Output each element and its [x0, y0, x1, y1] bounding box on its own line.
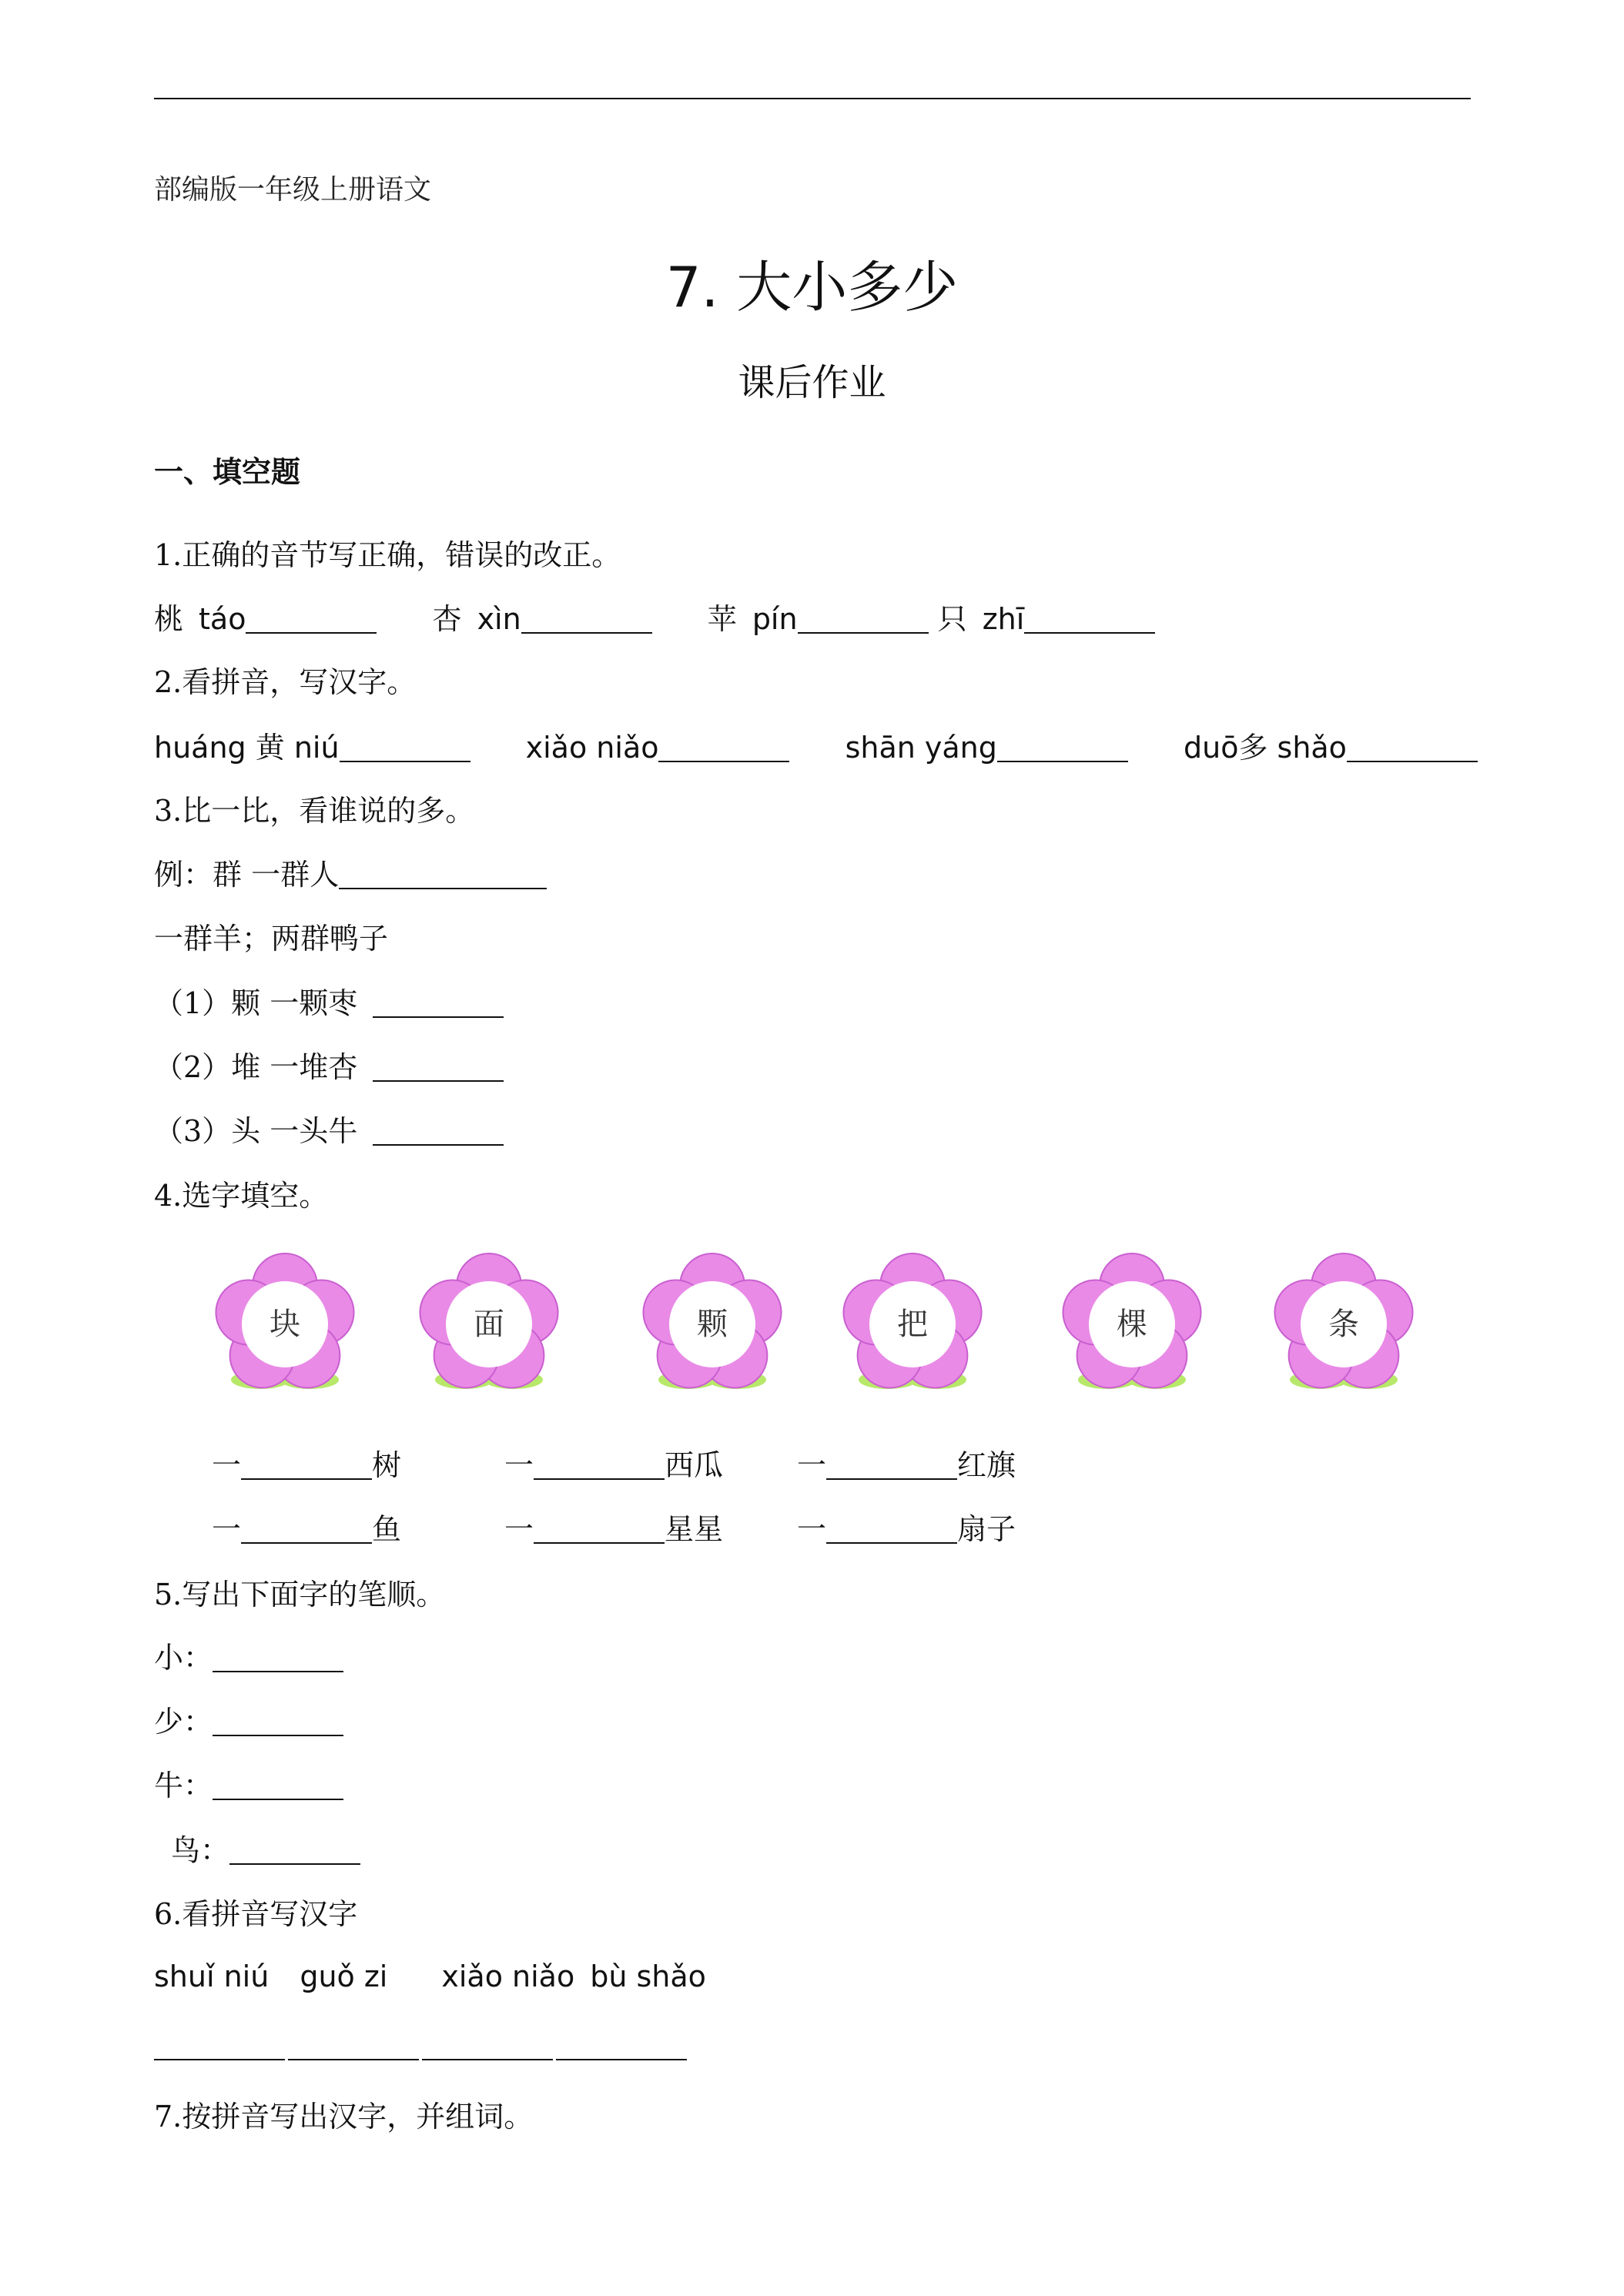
q1-char: 苹	[707, 602, 737, 636]
q3-example-answer: 一群羊；两群鸭子	[154, 922, 389, 956]
answer-blank[interactable]	[373, 1112, 504, 1146]
page-subtitle: 课后作业	[738, 361, 886, 404]
book-label: 部编版一年级上册语文	[154, 174, 432, 206]
q1-char: 只	[937, 602, 967, 636]
q1-pinyin: táo	[199, 602, 246, 636]
answer-blank[interactable]	[826, 1446, 957, 1480]
q3-item	[154, 1107, 504, 1150]
flower-char: 面	[474, 1307, 504, 1342]
q2-pinyin: huáng 黄 niú	[154, 731, 340, 765]
q6-blanks	[154, 2027, 687, 2063]
flower-icon	[1055, 1247, 1209, 1401]
q5-item: 牛：	[154, 1762, 343, 1804]
q3-item	[154, 979, 504, 1022]
q5-item: 少：	[154, 1698, 343, 1740]
flower-char: 条	[1328, 1307, 1359, 1342]
q5-item: 鸟：	[171, 1826, 360, 1869]
answer-blank[interactable]	[826, 1510, 957, 1544]
answer-blank[interactable]	[556, 2027, 687, 2060]
q6-prompt: 6.看拼音写汉字	[154, 1897, 358, 1931]
page-title: 7. 大小多少	[665, 255, 959, 320]
q2-prompt: 2.看拼音，写汉字。	[154, 665, 417, 699]
q4-row	[212, 1505, 1090, 1548]
q4-cell: 一 西瓜	[504, 1441, 797, 1484]
section-heading: 一、填空题	[154, 455, 301, 489]
q4-cell: 一 扇子	[797, 1505, 1090, 1548]
answer-blank[interactable]	[534, 1446, 665, 1480]
flower-icon	[208, 1247, 362, 1401]
answer-blank[interactable]	[340, 728, 470, 762]
flower-char: 把	[897, 1307, 928, 1342]
q4-cell: 一 星星	[504, 1505, 797, 1548]
q4-cell: 一 红旗	[797, 1441, 1090, 1484]
answer-blank[interactable]	[521, 600, 652, 634]
q4-cell: 一 树	[212, 1441, 504, 1484]
answer-blank[interactable]	[534, 1510, 665, 1544]
q2-pinyin: xiǎo niǎo	[525, 731, 659, 765]
q1-pinyin: zhī	[982, 602, 1025, 636]
q2-pinyin: shān yáng	[845, 731, 997, 765]
answer-blank[interactable]	[373, 984, 504, 1018]
q4-prompt: 4.选字填空。	[154, 1179, 329, 1213]
q5-item: 小：	[154, 1634, 343, 1676]
q1-char: 桃	[154, 602, 184, 636]
answer-blank[interactable]	[658, 728, 789, 762]
q2-pinyin: duō多 shǎo	[1183, 731, 1347, 765]
flower-char: 块	[270, 1307, 300, 1342]
q3-item	[154, 1043, 504, 1086]
q7-prompt: 7.按拼音写出汉字，并组词。	[154, 2100, 534, 2134]
answer-blank[interactable]	[154, 2027, 285, 2060]
answer-blank[interactable]	[1347, 728, 1478, 762]
flower-row	[208, 1247, 1440, 1417]
q3-item-text: （1）颗 一颗枣	[154, 986, 358, 1020]
q3-prompt: 3.比一比，看谁说的多。	[154, 794, 475, 828]
q1-items	[154, 595, 1155, 638]
flower-char: 棵	[1117, 1307, 1147, 1342]
q3-example-text: 例：群 一群人	[154, 858, 340, 892]
q1-prompt: 1.正确的音节写正确，错误的改正。	[154, 538, 621, 572]
answer-blank[interactable]	[288, 2027, 419, 2060]
flower-char: 颗	[697, 1307, 728, 1342]
answer-blank[interactable]	[373, 1048, 504, 1082]
answer-blank[interactable]	[1024, 600, 1155, 634]
q4-cell: 一 鱼	[212, 1505, 504, 1548]
q1-char: 杏	[432, 602, 462, 636]
q4-row	[212, 1441, 1090, 1484]
answer-blank[interactable]	[213, 1702, 343, 1736]
answer-blank[interactable]	[997, 728, 1128, 762]
q1-pinyin: pín	[752, 602, 798, 636]
answer-blank[interactable]	[422, 2027, 553, 2060]
header-rule	[154, 98, 1471, 99]
flower-icon	[412, 1247, 566, 1401]
q3-example	[154, 851, 547, 893]
flower-icon	[835, 1247, 989, 1401]
answer-blank[interactable]	[229, 1831, 360, 1865]
answer-blank[interactable]	[213, 1766, 343, 1800]
q6-pinyin-row: shuǐ niú guǒ zi xiǎo niǎo bù shǎo	[154, 1960, 706, 1993]
q3-item-text: （3）头 一头牛	[154, 1114, 358, 1148]
flower-icon	[1267, 1247, 1421, 1401]
answer-blank[interactable]	[246, 600, 377, 634]
q3-item-text: （2）堆 一堆杏	[154, 1050, 358, 1084]
answer-blank[interactable]	[241, 1446, 372, 1480]
answer-blank[interactable]	[241, 1510, 372, 1544]
flower-icon	[635, 1247, 789, 1401]
answer-blank[interactable]	[339, 855, 547, 889]
answer-blank[interactable]	[213, 1638, 343, 1672]
q5-prompt: 5.写出下面字的笔顺。	[154, 1578, 446, 1612]
q1-pinyin: xìn	[477, 602, 521, 636]
answer-blank[interactable]	[798, 600, 929, 634]
q2-items	[154, 724, 1478, 766]
